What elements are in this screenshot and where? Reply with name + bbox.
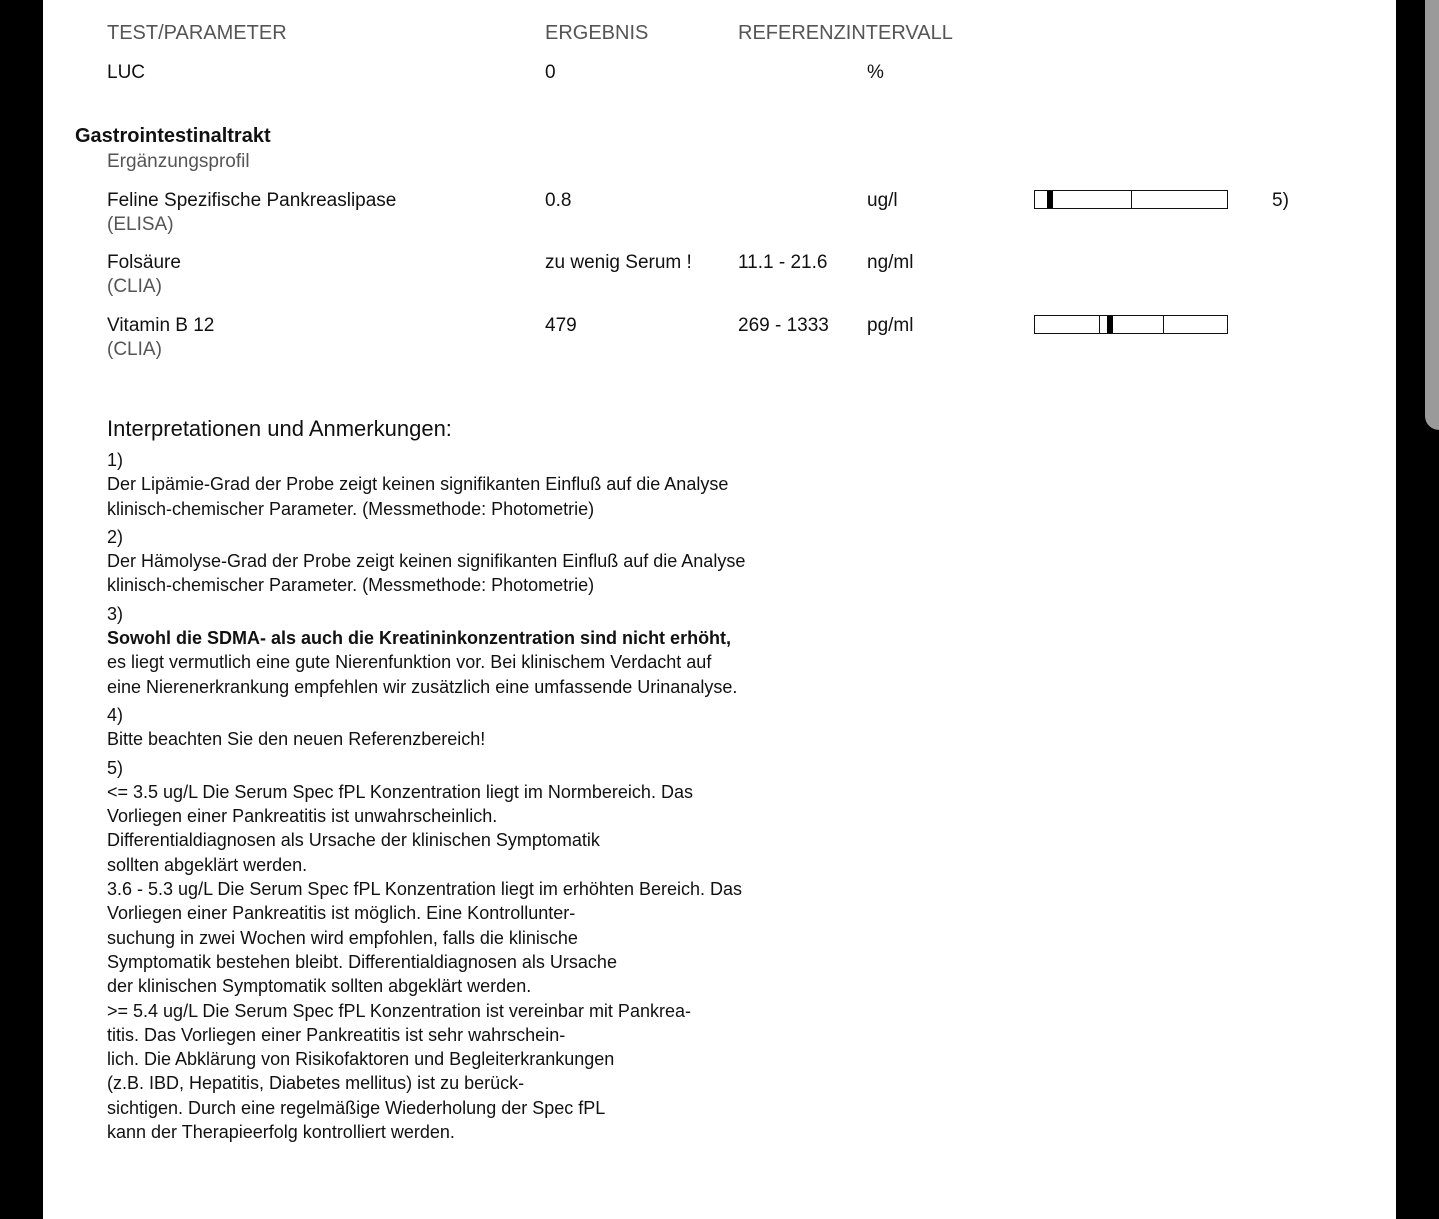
note-line: Bitte beachten Sie den neuen Referenzbereich! [107,729,486,750]
note-line: es liegt vermutlich eine gute Nierenfunktion vor. Bei klinischem Verdacht auf [107,652,712,673]
note-line: eine Nierenerkrankung empfehlen wir zusätzlich eine umfassende Urinanalyse. [107,676,738,697]
gauge-marker [1107,316,1113,333]
test-unit: ng/ml [867,252,914,273]
test-reference: 11.1 - 21.6 [738,252,828,273]
note-line: Vorliegen einer Pankreatitis ist möglich. Eine Kontrollunter- [107,903,576,924]
result-gauge [1034,315,1228,334]
note-line: der klinischen Symptomatik sollten abgeklärt werden. [107,976,532,997]
header-reference: REFERENZINTERVALL [738,22,953,44]
note-5 [107,756,745,1145]
test-method: (CLIA) [107,276,162,297]
note-number: 4) [107,704,124,725]
note-line: <= 3.5 ug/L Die Serum Spec fPL Konzentration liegt im Normbereich. Das [107,781,693,802]
note-1 [107,448,745,521]
note-line: kann der Therapieerfolg kontrolliert werden. [107,1122,455,1143]
note-line: 3.6 - 5.3 ug/L Die Serum Spec fPL Konzentration liegt im erhöhten Bereich. Das [107,879,743,900]
test-name: Folsäure [107,252,181,273]
test-unit: pg/ml [867,315,914,336]
test-name: Feline Spezifische Pankreaslipase [107,190,397,211]
note-number: 1) [107,450,124,470]
gauge-divider [1131,191,1132,208]
gauge-divider [1099,316,1100,333]
test-unit: % [867,62,884,83]
test-result: zu wenig Serum ! [545,252,692,273]
note-number: 3) [107,603,124,624]
note-number: 5) [107,757,124,778]
note-line: klinisch-chemischer Parameter. (Messmethode: Photometrie) [107,498,595,519]
note-line: Der Hämolyse-Grad der Probe zeigt keinen signifikanten Einfluß auf die Analyse [107,551,746,572]
result-gauge [1034,190,1228,209]
note-3 [107,602,745,699]
note-line: suchung in zwei Wochen wird empfohlen, falls die klinische [107,927,578,948]
section-title: Gastrointestinaltrakt [75,125,271,147]
header-result: ERGEBNIS [545,22,649,44]
test-result: 0.8 [545,190,572,211]
note-line: Vorliegen einer Pankreatitis ist unwahrscheinlich. [107,806,498,827]
test-name: Vitamin B 12 [107,315,215,336]
footnote-ref: 5) [1272,190,1289,211]
note-line: (z.B. IBD, Hepatitis, Diabetes mellitus) ist zu berück- [107,1073,525,1094]
test-result: 479 [545,315,577,336]
test-result: 0 [545,62,556,83]
test-reference: 269 - 1333 [738,315,829,336]
note-line: sollten abgeklärt werden. [107,854,308,875]
gauge-divider [1163,316,1164,333]
gauge-marker [1047,191,1053,208]
header-test-parameter: TEST/PARAMETER [107,22,287,44]
note-line: sichtigen. Durch eine regelmäßige Wiederholung der Spec fPL [107,1097,606,1118]
note-line: Differentialdiagnosen als Ursache der klinischen Symptomatik [107,830,600,851]
note-2 [107,525,745,598]
scrollbar[interactable] [1425,0,1439,430]
notes-title: Interpretationen und Anmerkungen: [107,416,452,441]
profile-title: Ergänzungsprofil [107,151,250,172]
note-number: 2) [107,526,124,547]
interpretation-notes [107,414,745,1144]
note-line: titis. Das Vorliegen einer Pankreatitis ist sehr wahrschein- [107,1024,566,1045]
test-method: (CLIA) [107,339,162,360]
note-line: Der Lipämie-Grad der Probe zeigt keinen signifikanten Einfluß auf die Analyse [107,474,729,495]
note-line: lich. Die Abklärung von Risikofaktoren und Begleiterkrankungen [107,1049,615,1070]
note-line: Symptomatik bestehen bleibt. Differentialdiagnosen als Ursache [107,951,617,972]
note-line: klinisch-chemischer Parameter. (Messmethode: Photometrie) [107,575,595,596]
test-method: (ELISA) [107,214,174,235]
test-unit: ug/l [867,190,898,211]
test-name: LUC [107,62,146,83]
note-line: >= 5.4 ug/L Die Serum Spec fPL Konzentration ist vereinbar mit Pankrea- [107,1000,691,1021]
note-4 [107,703,745,752]
note-line-bold: Sowohl die SDMA- als auch die Kreatininkonzentration sind nicht erhöht, [107,628,732,649]
